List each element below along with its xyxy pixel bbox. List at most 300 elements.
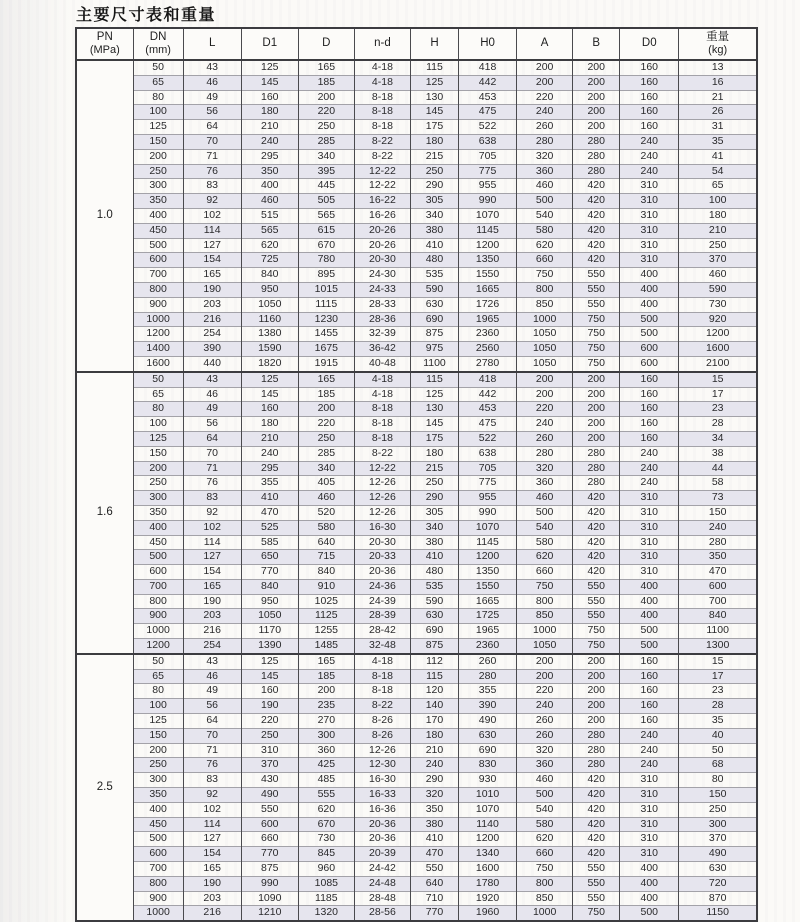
table-row — [76, 402, 757, 417]
table-cell: 145 — [241, 75, 298, 90]
table-cell: 515 — [241, 208, 298, 223]
table-cell: 21 — [679, 90, 757, 105]
table-row — [76, 75, 757, 90]
table-cell: 16-33 — [354, 788, 410, 803]
table-cell: 165 — [183, 579, 241, 594]
table-cell: 150 — [133, 728, 183, 743]
table-cell: 35 — [679, 714, 757, 729]
table-cell: 950 — [241, 594, 298, 609]
table-row — [76, 282, 757, 297]
table-cell: 420 — [573, 179, 620, 194]
table-row — [76, 773, 757, 788]
table-cell: 480 — [410, 565, 458, 580]
table-cell: 150 — [679, 788, 757, 803]
column-header-line2: (kg) — [708, 44, 728, 57]
column-header-line1: H0 — [480, 37, 495, 50]
table-cell: 410 — [410, 238, 458, 253]
table-cell: 20-26 — [354, 238, 410, 253]
table-cell: 20-26 — [354, 223, 410, 238]
table-cell: 240 — [620, 728, 679, 743]
table-cell: 43 — [183, 654, 241, 669]
table-cell: 76 — [183, 758, 241, 773]
table-cell: 20-33 — [354, 550, 410, 565]
table-cell: 200 — [517, 654, 573, 669]
table-cell: 23 — [679, 684, 757, 699]
table-cell: 28 — [679, 417, 757, 432]
table-cell: 38 — [679, 446, 757, 461]
table-cell: 895 — [298, 268, 354, 283]
table-cell: 1726 — [459, 297, 517, 312]
table-row — [76, 327, 757, 342]
table-cell: 20-30 — [354, 535, 410, 550]
table-cell: 125 — [241, 60, 298, 75]
table-cell: 430 — [241, 773, 298, 788]
table-cell: 210 — [410, 743, 458, 758]
table-cell: 240 — [410, 758, 458, 773]
page-title: 主要尺寸表和重量 — [76, 7, 217, 24]
table-row — [76, 847, 757, 862]
table-cell: 145 — [241, 387, 298, 402]
column-header — [183, 28, 241, 60]
table-cell: 1200 — [459, 832, 517, 847]
table-cell: 125 — [410, 75, 458, 90]
table-cell: 975 — [410, 342, 458, 357]
table-cell: 280 — [517, 134, 573, 149]
table-cell: 420 — [573, 505, 620, 520]
table-cell: 2360 — [459, 327, 517, 342]
table-cell: 160 — [620, 654, 679, 669]
table-cell: 470 — [679, 565, 757, 580]
table-cell: 360 — [517, 164, 573, 179]
table-cell: 31 — [679, 120, 757, 135]
table-cell: 420 — [573, 847, 620, 862]
table-cell: 160 — [620, 417, 679, 432]
table-cell: 1960 — [459, 906, 517, 921]
table-cell: 8-18 — [354, 684, 410, 699]
column-header-line1: DN — [149, 31, 167, 44]
table-cell: 200 — [573, 120, 620, 135]
table-cell: 550 — [241, 802, 298, 817]
table-cell: 210 — [241, 120, 298, 135]
table-cell: 730 — [298, 832, 354, 847]
table-cell: 8-18 — [354, 120, 410, 135]
table-cell: 165 — [298, 654, 354, 669]
table-cell: 235 — [298, 699, 354, 714]
table-cell: 114 — [183, 223, 241, 238]
table-cell: 418 — [459, 60, 517, 75]
table-cell: 28-39 — [354, 609, 410, 624]
table-cell: 490 — [679, 847, 757, 862]
table-cell: 145 — [410, 417, 458, 432]
table-row — [76, 491, 757, 506]
table-cell: 580 — [517, 817, 573, 832]
table-cell: 450 — [133, 535, 183, 550]
table-cell: 20-36 — [354, 565, 410, 580]
table-cell: 2560 — [459, 342, 517, 357]
table-cell: 460 — [517, 179, 573, 194]
table-cell: 250 — [133, 164, 183, 179]
table-cell: 160 — [620, 669, 679, 684]
table-cell: 8-18 — [354, 669, 410, 684]
table-cell: 210 — [679, 223, 757, 238]
table-cell: 453 — [459, 402, 517, 417]
table-cell: 400 — [620, 594, 679, 609]
table-cell: 565 — [298, 208, 354, 223]
table-cell: 500 — [517, 505, 573, 520]
column-header-line1: L — [208, 37, 216, 50]
table-cell: 310 — [241, 743, 298, 758]
table-row — [76, 906, 757, 921]
table-cell: 165 — [298, 60, 354, 75]
table-cell: 12-22 — [354, 179, 410, 194]
table-cell: 840 — [298, 565, 354, 580]
table-cell: 390 — [459, 699, 517, 714]
table-cell: 280 — [573, 743, 620, 758]
table-cell: 280 — [573, 758, 620, 773]
table-body — [76, 60, 757, 921]
table-cell: 500 — [133, 550, 183, 565]
table-cell: 260 — [517, 431, 573, 446]
table-cell: 83 — [183, 179, 241, 194]
table-row — [76, 639, 757, 654]
table-cell: 12-26 — [354, 743, 410, 758]
table-row — [76, 356, 757, 371]
table-cell: 12-26 — [354, 476, 410, 491]
table-cell: 550 — [573, 268, 620, 283]
table-cell: 200 — [573, 699, 620, 714]
table-cell: 310 — [620, 788, 679, 803]
table-cell: 1050 — [241, 297, 298, 312]
table-cell: 71 — [183, 149, 241, 164]
table-cell: 200 — [573, 75, 620, 90]
table-cell: 127 — [183, 832, 241, 847]
table-cell: 500 — [517, 788, 573, 803]
table-cell: 580 — [298, 520, 354, 535]
table-cell: 990 — [459, 505, 517, 520]
table-cell: 400 — [620, 876, 679, 891]
table-cell: 355 — [459, 684, 517, 699]
table-cell: 310 — [620, 208, 679, 223]
table-cell: 185 — [298, 75, 354, 90]
table-cell: 750 — [573, 624, 620, 639]
table-cell: 220 — [298, 105, 354, 120]
table-cell: 200 — [517, 75, 573, 90]
table-cell: 1185 — [298, 891, 354, 906]
table-cell: 310 — [620, 179, 679, 194]
table-cell: 420 — [573, 491, 620, 506]
table-cell: 1000 — [133, 624, 183, 639]
table-cell: 240 — [679, 520, 757, 535]
table-cell: 16-22 — [354, 194, 410, 209]
table-cell: 1380 — [241, 327, 298, 342]
table-cell: 770 — [241, 565, 298, 580]
table-cell: 305 — [410, 194, 458, 209]
table-cell: 1320 — [298, 906, 354, 921]
table-cell: 2780 — [459, 356, 517, 371]
table-cell: 80 — [679, 773, 757, 788]
table-cell: 410 — [410, 832, 458, 847]
table-cell: 24-42 — [354, 862, 410, 877]
table-cell: 270 — [298, 714, 354, 729]
table-cell: 1200 — [679, 327, 757, 342]
table-cell: 8-26 — [354, 714, 410, 729]
table-cell: 200 — [573, 402, 620, 417]
table-row — [76, 714, 757, 729]
table-cell: 12-22 — [354, 461, 410, 476]
table-row — [76, 832, 757, 847]
table-row — [76, 684, 757, 699]
table-cell: 475 — [459, 105, 517, 120]
column-header-line1: 重量 — [706, 31, 730, 44]
table-cell: 875 — [410, 327, 458, 342]
table-cell: 160 — [620, 714, 679, 729]
table-cell: 65 — [133, 669, 183, 684]
table-cell: 170 — [410, 714, 458, 729]
table-cell: 350 — [133, 505, 183, 520]
table-cell: 310 — [620, 802, 679, 817]
table-cell: 112 — [410, 654, 458, 669]
table-cell: 550 — [573, 876, 620, 891]
table-cell: 395 — [298, 164, 354, 179]
table-cell: 160 — [620, 684, 679, 699]
table-cell: 300 — [133, 773, 183, 788]
table-cell: 640 — [410, 876, 458, 891]
table-cell: 190 — [183, 282, 241, 297]
table-cell: 360 — [298, 743, 354, 758]
column-header — [459, 28, 517, 60]
table-cell: 620 — [298, 802, 354, 817]
table-cell: 290 — [410, 179, 458, 194]
table-cell: 1550 — [459, 579, 517, 594]
table-cell: 1050 — [517, 639, 573, 654]
table-cell: 216 — [183, 906, 241, 921]
table-cell: 522 — [459, 120, 517, 135]
table-cell: 154 — [183, 565, 241, 580]
column-header-line1: D — [322, 37, 331, 50]
table-cell: 1125 — [298, 609, 354, 624]
table-cell: 420 — [573, 208, 620, 223]
table-cell: 440 — [183, 356, 241, 371]
table-cell: 310 — [620, 773, 679, 788]
table-cell: 280 — [459, 669, 517, 684]
table-row — [76, 876, 757, 891]
table-row — [76, 179, 757, 194]
table-cell: 775 — [459, 164, 517, 179]
table-cell: 300 — [298, 728, 354, 743]
table-cell: 8-18 — [354, 402, 410, 417]
table-row — [76, 862, 757, 877]
table-cell: 320 — [517, 461, 573, 476]
table-cell: 420 — [573, 773, 620, 788]
table-row — [76, 105, 757, 120]
table-cell: 590 — [679, 282, 757, 297]
table-cell: 49 — [183, 684, 241, 699]
table-cell: 800 — [133, 594, 183, 609]
table-cell: 410 — [241, 491, 298, 506]
table-cell: 420 — [573, 194, 620, 209]
table-cell: 180 — [410, 134, 458, 149]
table-cell: 355 — [241, 476, 298, 491]
table-cell: 540 — [517, 802, 573, 817]
table-row — [76, 372, 757, 387]
table-cell: 200 — [517, 669, 573, 684]
table-cell: 165 — [298, 372, 354, 387]
table-cell: 140 — [410, 699, 458, 714]
table-cell: 73 — [679, 491, 757, 506]
table-cell: 1000 — [133, 906, 183, 921]
table-cell: 17 — [679, 387, 757, 402]
table-cell: 56 — [183, 417, 241, 432]
table-cell: 600 — [620, 342, 679, 357]
table-cell: 160 — [620, 431, 679, 446]
table-cell: 250 — [298, 431, 354, 446]
table-cell: 490 — [241, 788, 298, 803]
table-cell: 700 — [133, 579, 183, 594]
table-cell: 715 — [298, 550, 354, 565]
table-cell: 40 — [679, 728, 757, 743]
table-cell: 100 — [133, 105, 183, 120]
table-cell: 1550 — [459, 268, 517, 283]
table-cell: 50 — [133, 372, 183, 387]
table-cell: 34 — [679, 431, 757, 446]
table-cell: 1300 — [679, 639, 757, 654]
table-cell: 125 — [133, 714, 183, 729]
table-cell: 615 — [298, 223, 354, 238]
table-cell: 200 — [298, 90, 354, 105]
table-cell: 540 — [517, 208, 573, 223]
table-cell: 445 — [298, 179, 354, 194]
table-cell: 690 — [459, 743, 517, 758]
table-cell: 460 — [241, 194, 298, 209]
table-cell: 1070 — [459, 208, 517, 223]
table-cell: 76 — [183, 476, 241, 491]
table-row — [76, 520, 757, 535]
table-cell: 750 — [573, 906, 620, 921]
table-cell: 900 — [133, 609, 183, 624]
table-cell: 200 — [573, 431, 620, 446]
table-cell: 160 — [620, 402, 679, 417]
table-cell: 800 — [517, 876, 573, 891]
table-cell: 600 — [679, 579, 757, 594]
table-cell: 1170 — [241, 624, 298, 639]
table-cell: 1050 — [517, 342, 573, 357]
table-cell: 418 — [459, 372, 517, 387]
table-cell: 305 — [410, 505, 458, 520]
table-cell: 70 — [183, 134, 241, 149]
table-cell: 200 — [573, 387, 620, 402]
table-cell: 525 — [241, 520, 298, 535]
table-cell: 240 — [620, 149, 679, 164]
table-cell: 16-30 — [354, 520, 410, 535]
table-cell: 1160 — [241, 312, 298, 327]
table-cell: 1200 — [459, 550, 517, 565]
table-cell: 425 — [298, 758, 354, 773]
table-cell: 50 — [133, 60, 183, 75]
table-cell: 44 — [679, 461, 757, 476]
table-cell: 442 — [459, 387, 517, 402]
table-cell: 420 — [573, 565, 620, 580]
table-cell: 260 — [517, 120, 573, 135]
table-cell: 56 — [183, 699, 241, 714]
table-cell: 240 — [241, 446, 298, 461]
table-cell: 310 — [620, 491, 679, 506]
table-cell: 410 — [410, 550, 458, 565]
table-cell: 160 — [241, 90, 298, 105]
table-cell: 127 — [183, 550, 241, 565]
table-cell: 114 — [183, 817, 241, 832]
table-cell: 1090 — [241, 891, 298, 906]
table-row — [76, 579, 757, 594]
table-cell: 160 — [620, 372, 679, 387]
table-cell: 1070 — [459, 802, 517, 817]
table-cell: 180 — [410, 446, 458, 461]
table-cell: 8-18 — [354, 105, 410, 120]
table-cell: 700 — [133, 268, 183, 283]
table-cell: 68 — [679, 758, 757, 773]
table-cell: 200 — [133, 149, 183, 164]
table-cell: 350 — [133, 788, 183, 803]
table-cell: 955 — [459, 491, 517, 506]
header-row — [76, 28, 757, 60]
table-cell: 380 — [410, 223, 458, 238]
table-cell: 660 — [517, 847, 573, 862]
table-cell: 4-18 — [354, 654, 410, 669]
table-cell: 250 — [679, 238, 757, 253]
table-cell: 102 — [183, 520, 241, 535]
table-cell: 420 — [573, 832, 620, 847]
table-cell: 203 — [183, 297, 241, 312]
table-cell: 160 — [241, 402, 298, 417]
table-cell: 260 — [517, 714, 573, 729]
table-cell: 420 — [573, 238, 620, 253]
table-cell: 320 — [517, 743, 573, 758]
table-row — [76, 699, 757, 714]
table-row — [76, 60, 757, 75]
table-cell: 500 — [620, 312, 679, 327]
table-row — [76, 891, 757, 906]
table-cell: 460 — [517, 491, 573, 506]
table-cell: 23 — [679, 402, 757, 417]
table-cell: 900 — [133, 891, 183, 906]
table-cell: 114 — [183, 535, 241, 550]
table-cell: 1600 — [133, 356, 183, 371]
table-cell: 1915 — [298, 356, 354, 371]
table-cell: 125 — [133, 120, 183, 135]
table-cell: 102 — [183, 208, 241, 223]
table-cell: 1085 — [298, 876, 354, 891]
table-cell: 280 — [573, 461, 620, 476]
table-row — [76, 565, 757, 580]
column-header-line1: D0 — [641, 37, 657, 50]
table-cell: 8-18 — [354, 90, 410, 105]
table-cell: 290 — [410, 773, 458, 788]
column-header — [620, 28, 679, 60]
table-cell: 280 — [573, 149, 620, 164]
table-cell: 400 — [620, 282, 679, 297]
table-cell: 1100 — [410, 356, 458, 371]
table-cell: 460 — [298, 491, 354, 506]
table-cell: 150 — [679, 505, 757, 520]
table-cell: 185 — [298, 669, 354, 684]
table-cell: 870 — [679, 891, 757, 906]
table-cell: 240 — [620, 446, 679, 461]
table-cell: 92 — [183, 788, 241, 803]
table-cell: 4-18 — [354, 387, 410, 402]
table-cell: 1230 — [298, 312, 354, 327]
table-cell: 203 — [183, 609, 241, 624]
table-cell: 310 — [620, 565, 679, 580]
table-cell: 115 — [410, 669, 458, 684]
